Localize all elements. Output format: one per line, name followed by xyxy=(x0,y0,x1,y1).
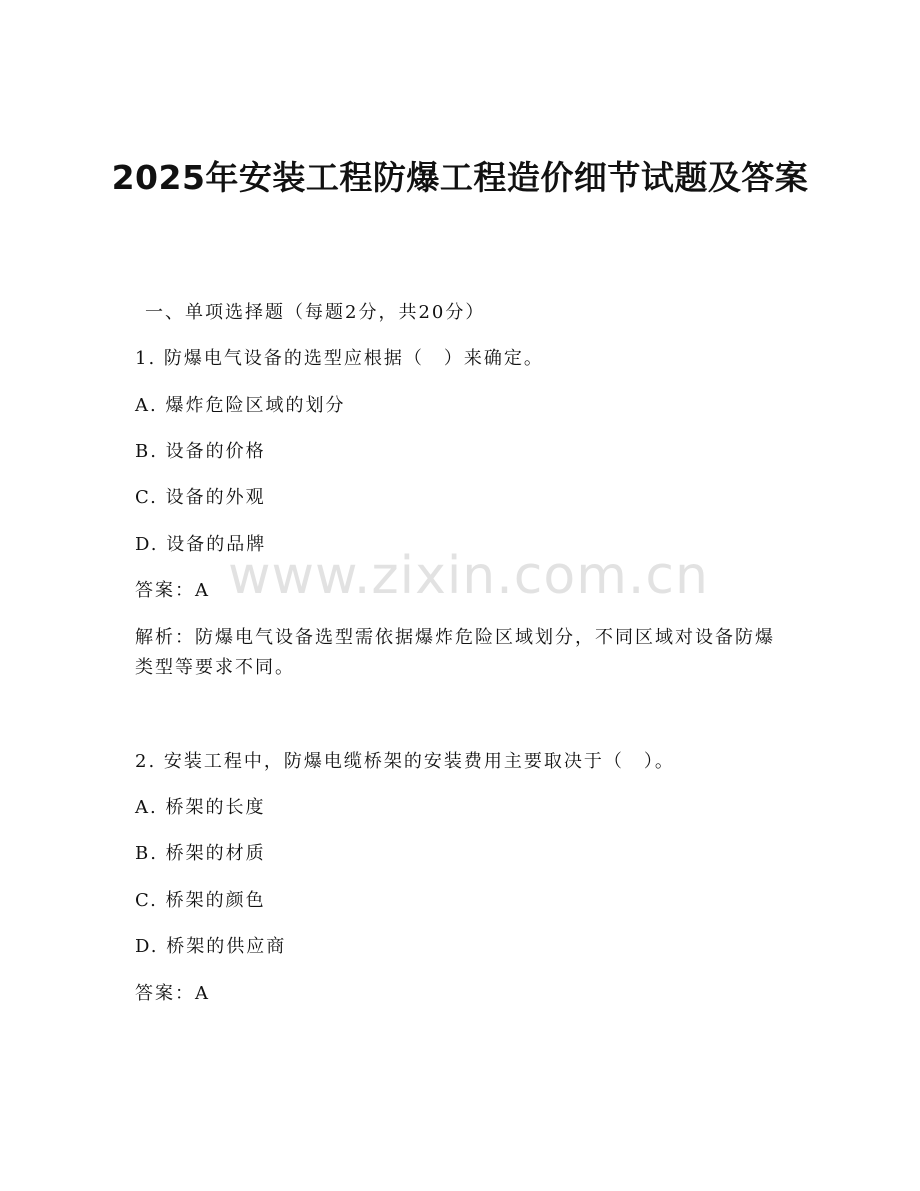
question-2-option-c: C. 桥架的颜色 xyxy=(135,890,266,911)
question-2-option-d: D. 桥架的供应商 xyxy=(135,936,287,957)
question-1-answer: 答案：A xyxy=(135,580,210,601)
question-2-answer: 答案：A xyxy=(135,983,210,1004)
question-2-stem: 2. 安装工程中，防爆电缆桥架的安装费用主要取决于（ ）。 xyxy=(135,751,675,772)
section-heading: 一、单项选择题（每题2分，共20分） xyxy=(145,302,486,323)
watermark: www.zixin.com.cn xyxy=(228,546,709,606)
question-1-stem: 1. 防爆电气设备的选型应根据（ ）来确定。 xyxy=(135,348,544,369)
question-2-option-a: A. 桥架的长度 xyxy=(135,797,266,818)
question-1-analysis: 解析：防爆电气设备选型需依据爆炸危险区域划分，不同区域对设备防爆类型等要求不同。 xyxy=(135,627,775,678)
question-1-option-c: C. 设备的外观 xyxy=(135,487,266,508)
document-title: 2025年安装工程防爆工程造价细节试题及答案 xyxy=(111,158,809,197)
question-1-option-d: D. 设备的品牌 xyxy=(135,534,267,555)
question-1-option-a: A. 爆炸危险区域的划分 xyxy=(135,395,346,416)
question-1-option-b: B. 设备的价格 xyxy=(135,441,266,462)
question-2-option-b: B. 桥架的材质 xyxy=(135,843,266,864)
